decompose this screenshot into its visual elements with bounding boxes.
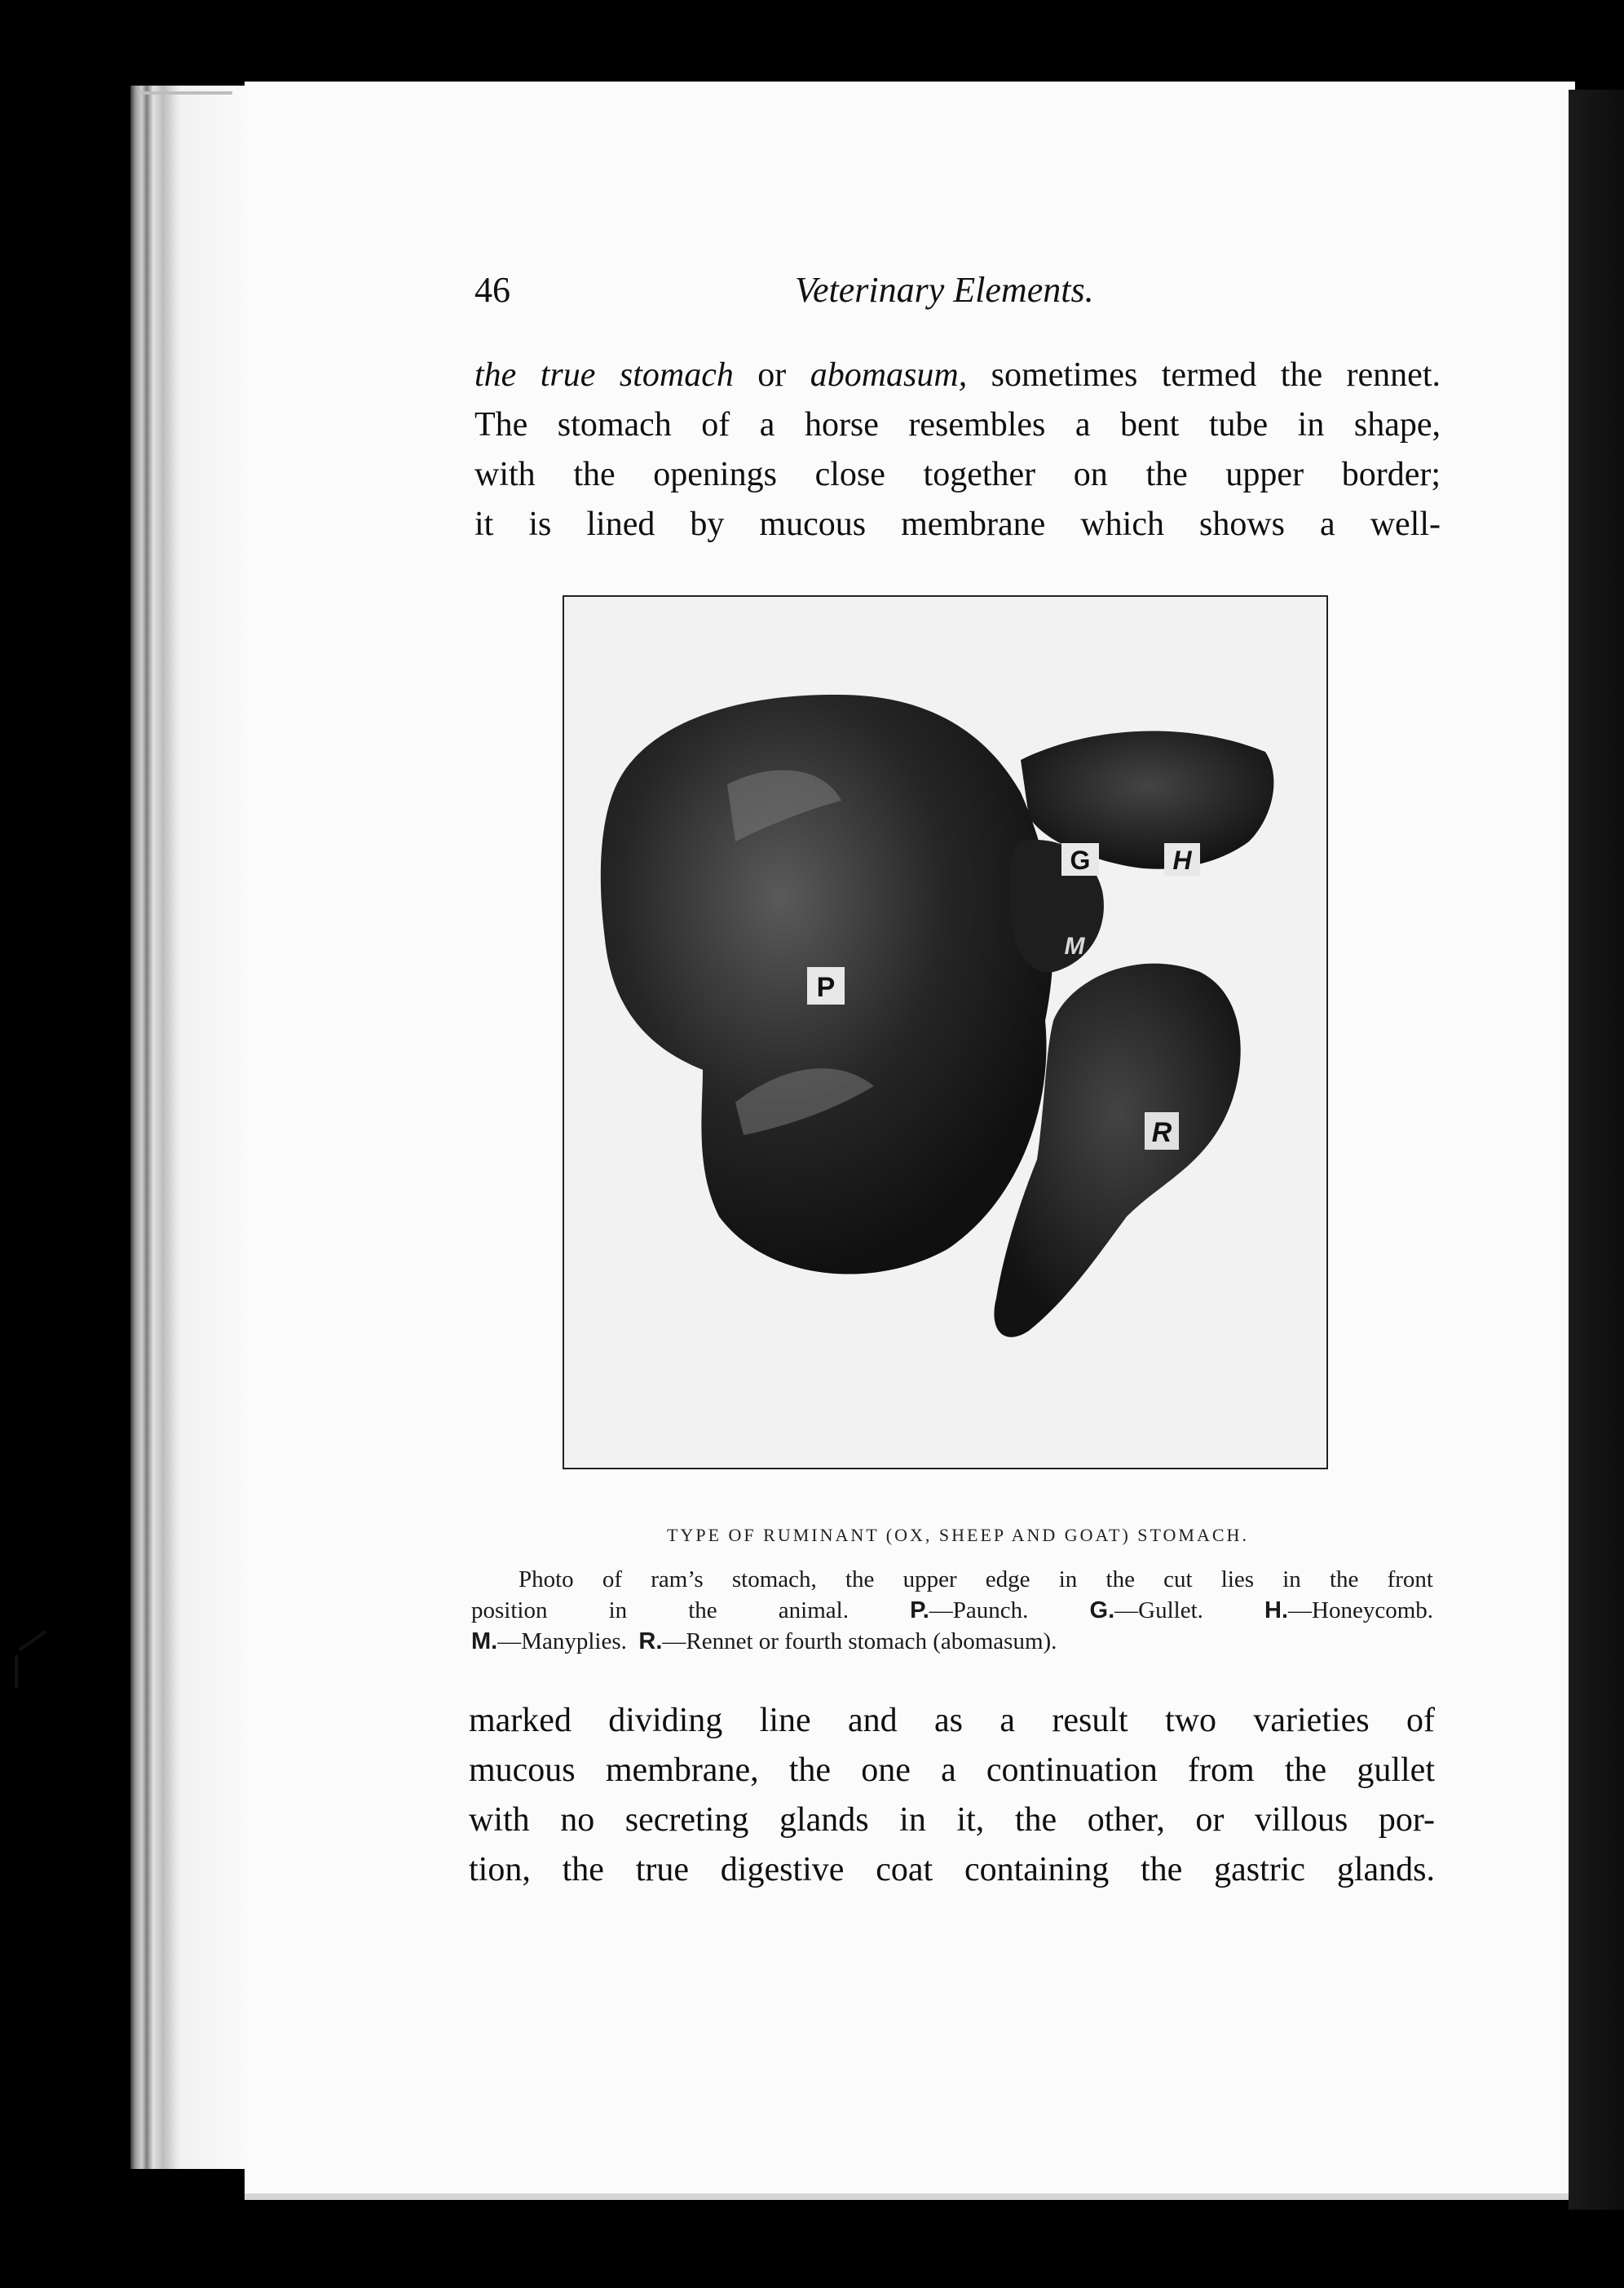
- caption-line: [471, 1595, 1433, 1626]
- paragraph-line: marked dividing line and as a result two varieties of: [469, 1702, 1435, 1739]
- paragraph-line: it is lined by mucous membrane which shows a well-: [474, 506, 1441, 543]
- book-cover-edge: [1569, 90, 1624, 2210]
- page-bottom-edge: [245, 2193, 1575, 2200]
- paragraph-line: tion, the true digestive coat containing the gastric glands.: [469, 1851, 1435, 1888]
- text-run: position in the animal.: [471, 1597, 849, 1623]
- page-number: 46: [474, 270, 510, 310]
- scan-speck: [18, 1630, 46, 1651]
- text-run: —Paunch.: [929, 1597, 1029, 1623]
- label-g: G: [1070, 846, 1091, 875]
- label-p: P: [816, 972, 836, 1003]
- caption-title: TYPE OF RUMINANT (OX, SHEEP AND GOAT) STOMACH.: [667, 1525, 1249, 1545]
- caption-body: [471, 1564, 1433, 1657]
- key-h: H.: [1264, 1597, 1289, 1623]
- key-m: M.: [471, 1628, 498, 1654]
- text-run: —Honeycomb.: [1288, 1597, 1434, 1623]
- caption-line: [471, 1626, 1433, 1657]
- paragraph-top: [474, 351, 1441, 550]
- key-r: R.: [638, 1628, 663, 1654]
- italic-term: the true stomach: [474, 356, 734, 394]
- stomach-photo-illustration: [564, 597, 1326, 1468]
- text-run: or: [733, 356, 810, 394]
- label-r: R: [1151, 1117, 1172, 1148]
- label-h: H: [1172, 846, 1192, 875]
- italic-term: abomasum,: [810, 356, 968, 394]
- paragraph-bottom: [469, 1696, 1435, 1895]
- key-g: G.: [1089, 1597, 1115, 1623]
- text-run: —Manyplies.: [497, 1628, 627, 1654]
- paragraph-line: The stomach of a horse resembles a bent tube in shape,: [474, 406, 1441, 444]
- text-run: —Gullet.: [1114, 1597, 1203, 1623]
- book-edge-line: [139, 91, 232, 95]
- key-p: P.: [910, 1597, 929, 1623]
- paragraph-line: with the openings close together on the upper border;: [474, 456, 1441, 493]
- paragraph-line: with no secreting glands in it, the other, or villous por-: [469, 1801, 1435, 1839]
- label-m: M: [1064, 933, 1085, 960]
- caption-line: Photo of ram’s stomach, the upper edge in the cut lies in the front: [519, 1566, 1433, 1592]
- paragraph-line: [474, 351, 1441, 400]
- text-run: —Rennet or fourth stomach (abomasum).: [662, 1628, 1057, 1654]
- running-head: Veterinary Elements.: [795, 270, 1094, 310]
- stomach-photo: [563, 595, 1328, 1469]
- text-run: sometimes termed the rennet.: [967, 356, 1441, 394]
- scan-speck: [15, 1655, 18, 1688]
- book-page-edges: [130, 86, 245, 2169]
- paragraph-line: mucous membrane, the one a continuation from the gullet: [469, 1751, 1435, 1789]
